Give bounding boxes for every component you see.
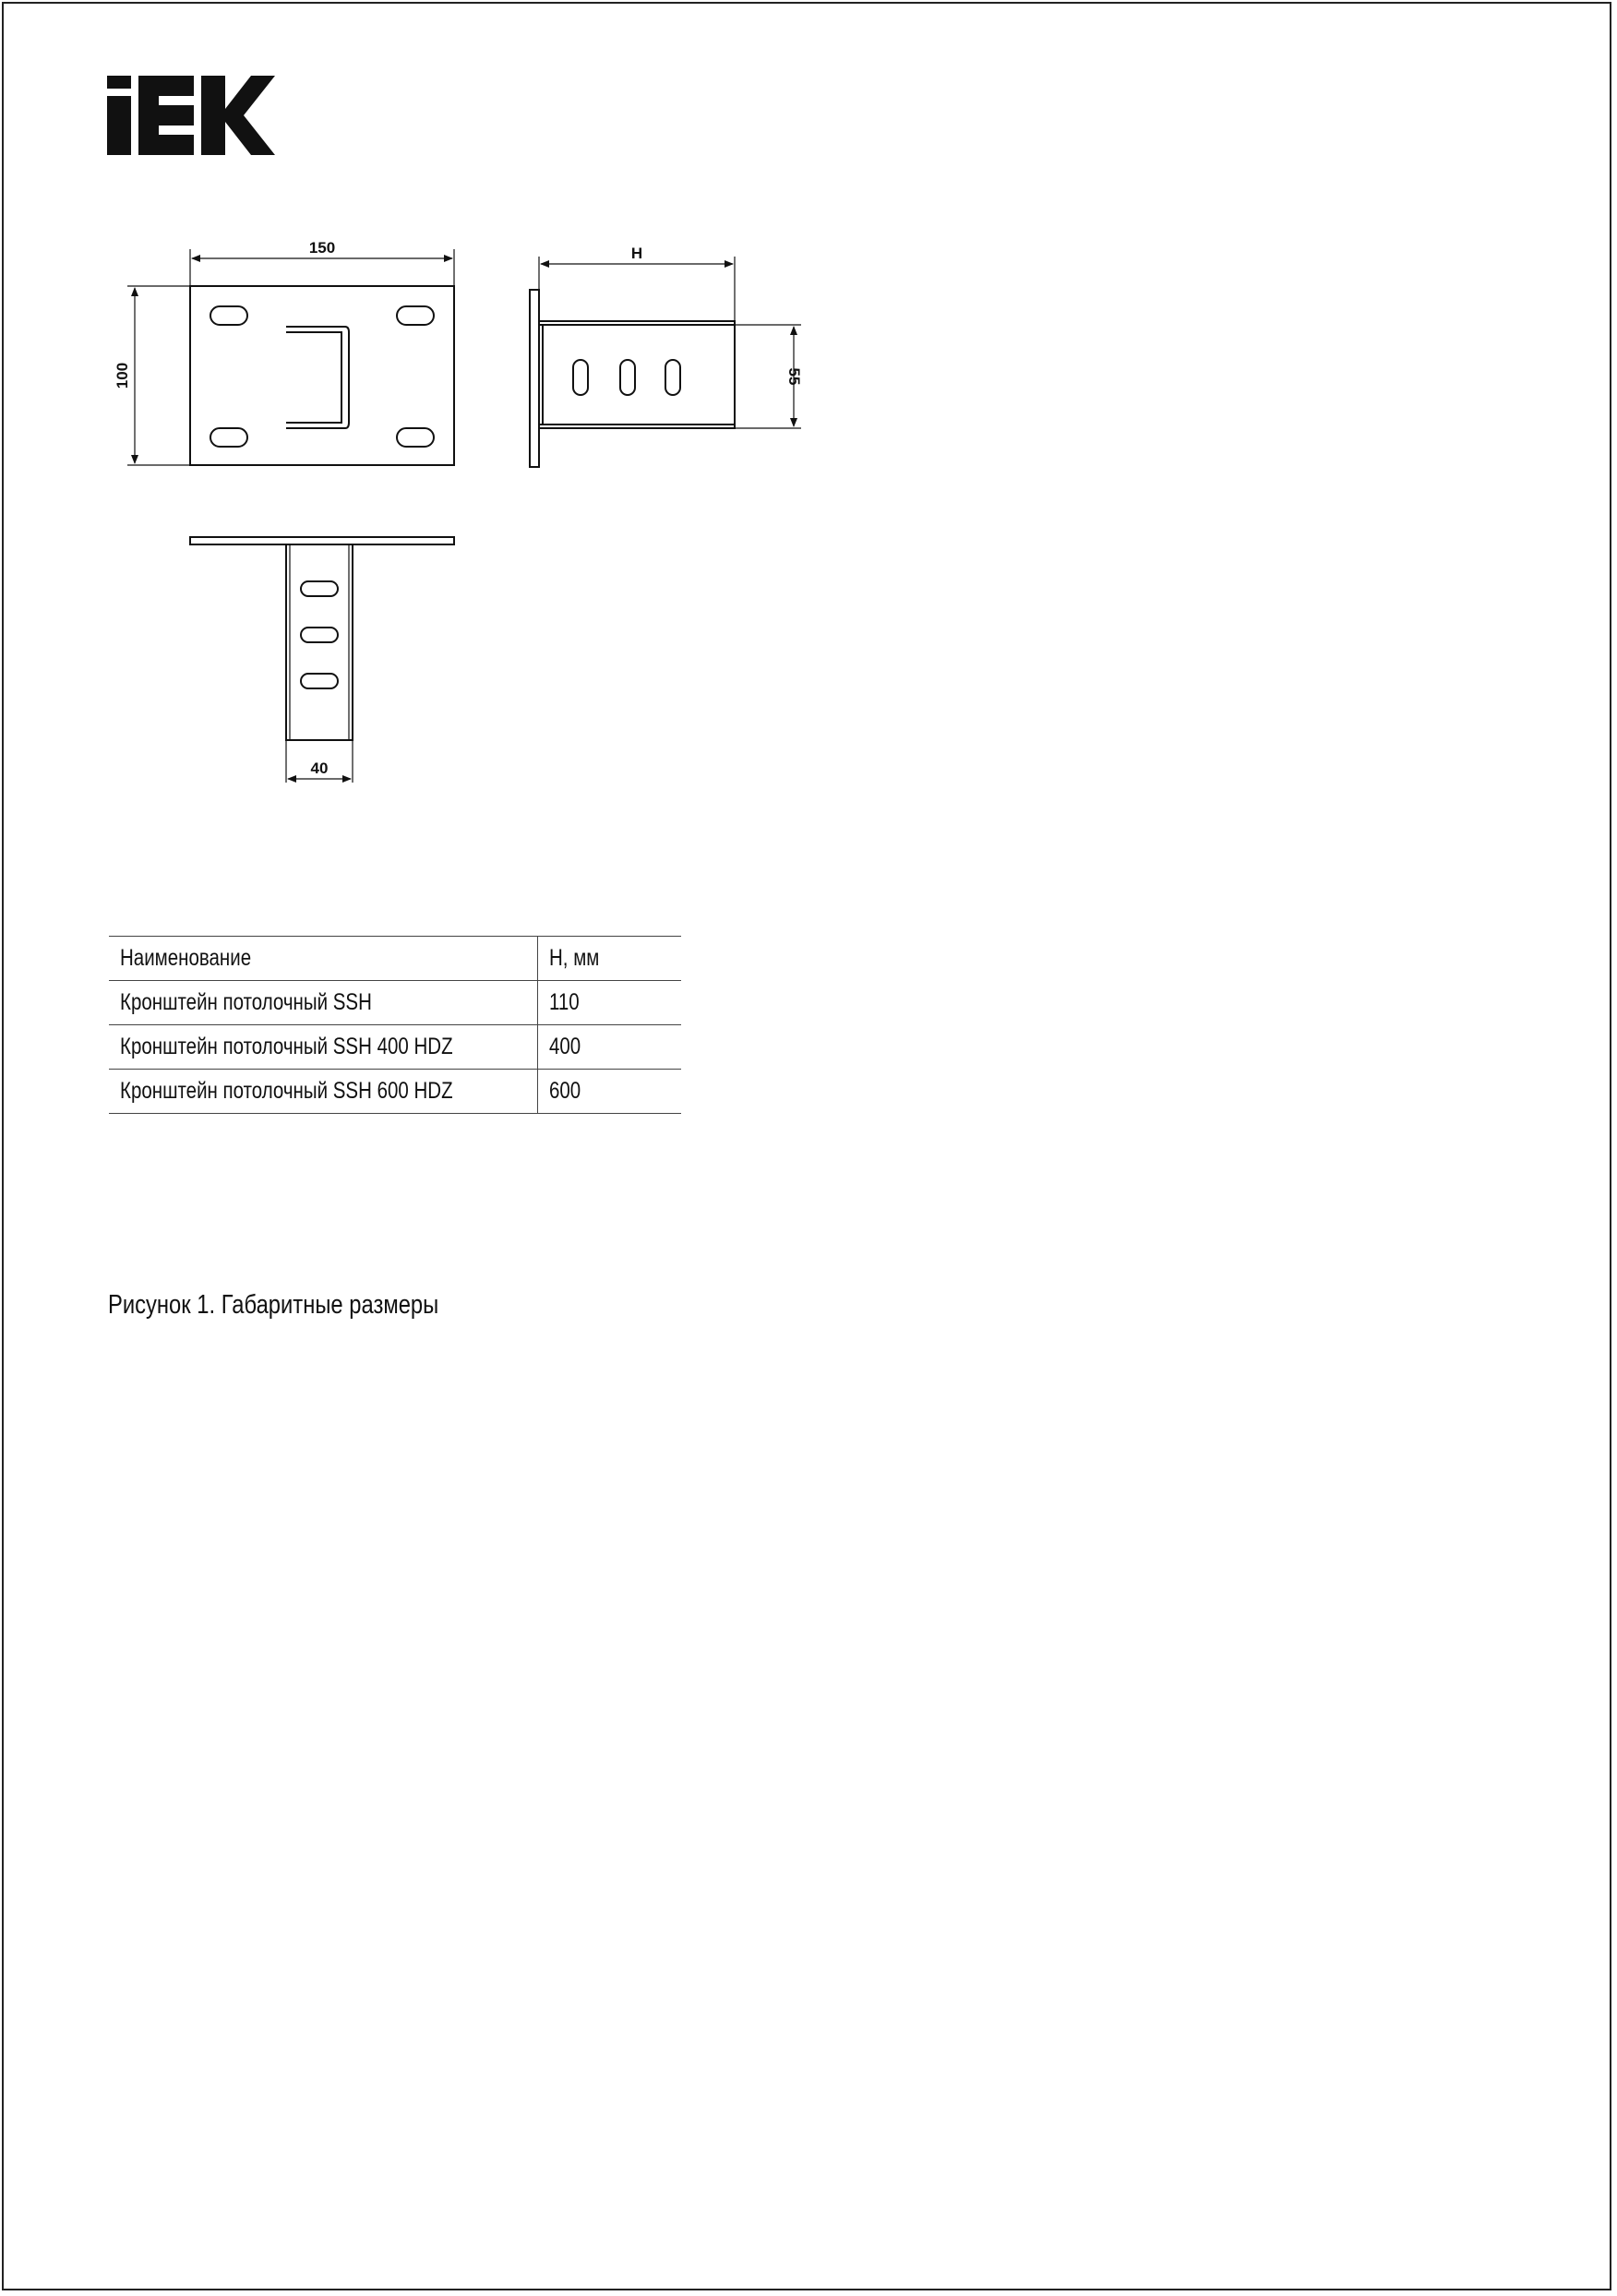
dim-height-left: 100	[114, 362, 131, 389]
slot-hole	[573, 360, 588, 395]
profile-side	[539, 325, 735, 425]
slot-hole	[397, 428, 434, 447]
base-plate-side	[530, 290, 539, 467]
slot-hole	[301, 674, 338, 688]
dim-side-right: 55	[785, 367, 803, 386]
header-name: Наименование	[109, 937, 537, 981]
table-row	[109, 981, 681, 1025]
dimension-drawing	[107, 231, 818, 794]
cell-h: 400	[537, 1025, 681, 1070]
slot-hole	[397, 306, 434, 325]
cell-h: 600	[537, 1070, 681, 1114]
spec-table	[109, 936, 681, 1114]
cell-name: Кронштейн потолочный SSH	[109, 981, 537, 1025]
table-header-row	[109, 937, 681, 981]
base-plate-front	[190, 286, 454, 465]
slot-hole	[620, 360, 635, 395]
cell-name: Кронштейн потолочный SSH 400 HDZ	[109, 1025, 537, 1070]
slot-hole	[301, 581, 338, 596]
header-h: H, мм	[537, 937, 681, 981]
slot-hole	[210, 306, 247, 325]
table-row	[109, 1025, 681, 1070]
dim-width-top: 150	[308, 239, 336, 257]
cell-h: 110	[537, 981, 681, 1025]
figure-caption: Рисунок 1. Габаритные размеры	[108, 1290, 439, 1320]
dim-side-h: H	[630, 245, 643, 262]
cell-name: Кронштейн потолочный SSH 600 HDZ	[109, 1070, 537, 1114]
dim-bottom-width: 40	[310, 759, 329, 777]
iek-logo	[107, 76, 275, 155]
slot-hole	[301, 628, 338, 642]
slot-hole	[665, 360, 680, 395]
base-plate-top-view	[190, 537, 454, 544]
slot-hole	[210, 428, 247, 447]
table-row	[109, 1070, 681, 1114]
